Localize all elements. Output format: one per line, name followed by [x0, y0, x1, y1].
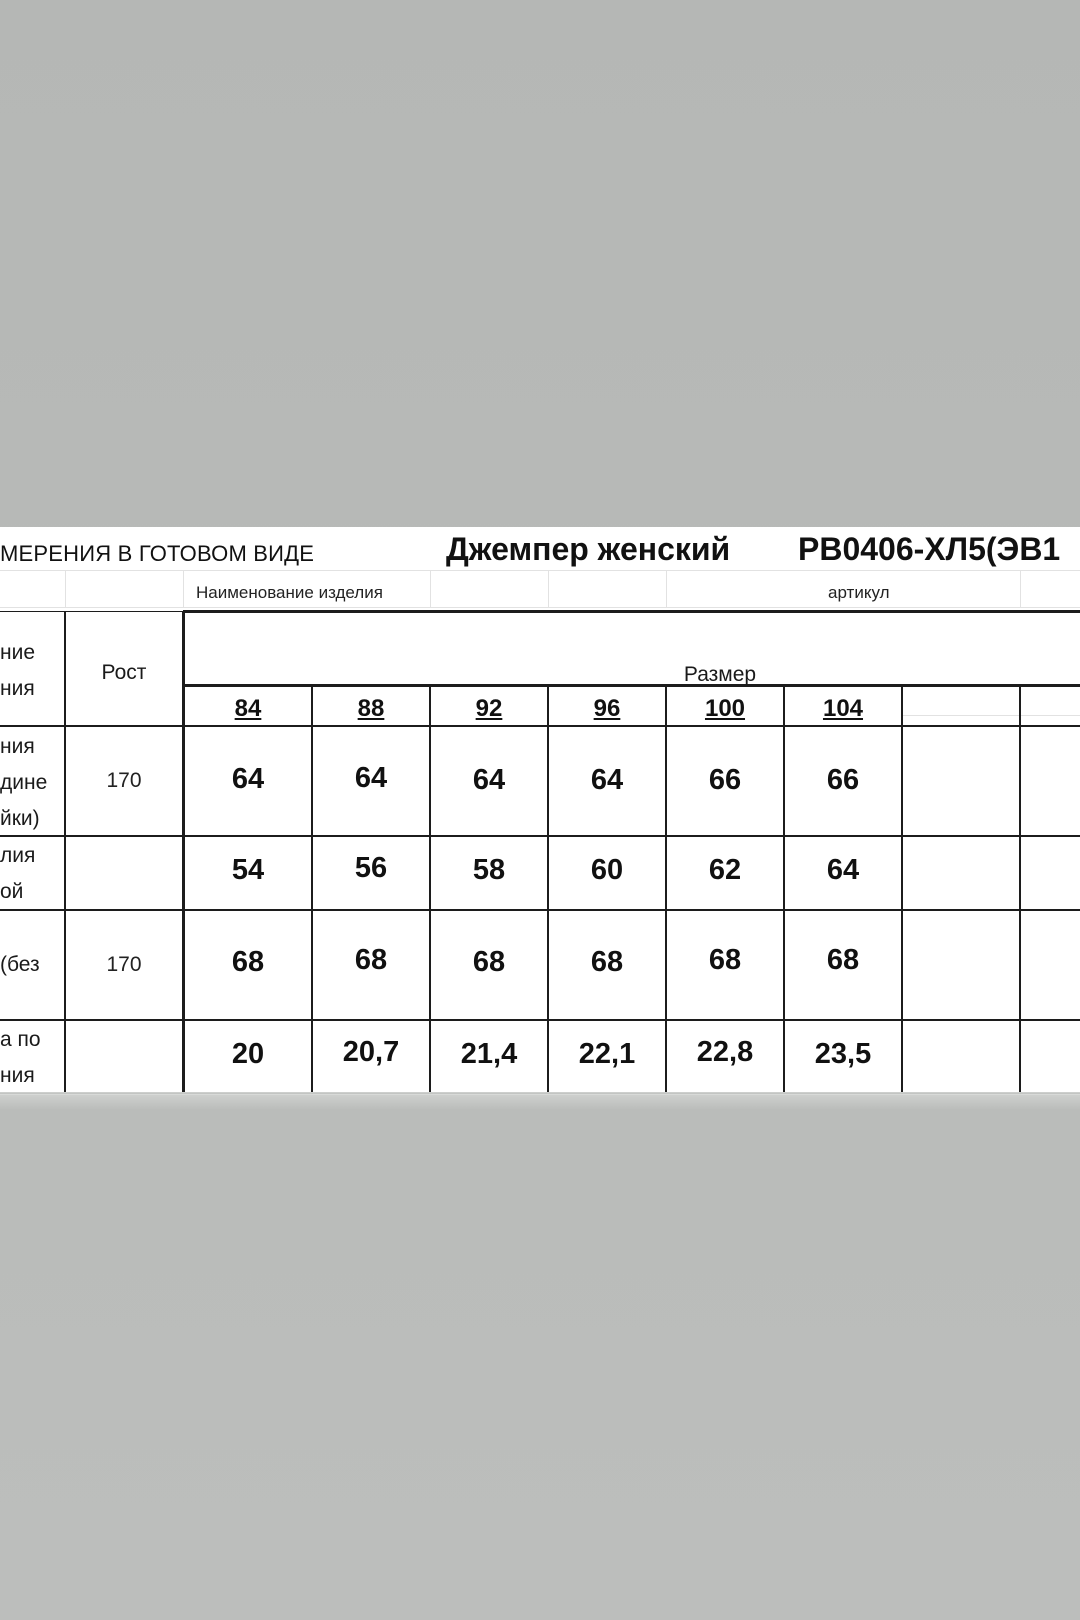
measurement-cell: 64	[472, 764, 506, 796]
measurement-cell: 64	[590, 764, 624, 796]
grid-line	[0, 570, 1080, 571]
measurement-cell: 22,8	[696, 1036, 754, 1068]
measurement-cell: 64	[354, 762, 388, 794]
table-border	[182, 611, 185, 1094]
column-header-measurement: ние	[0, 641, 36, 664]
table-border	[0, 909, 1080, 911]
grid-line	[1020, 570, 1021, 607]
row-label: ния	[0, 1064, 35, 1087]
sheet-shadow	[0, 1092, 1080, 1110]
table-border	[0, 611, 183, 612]
grid-line	[430, 570, 431, 607]
measurement-cell: 21,4	[460, 1038, 518, 1070]
table-border	[665, 685, 667, 1094]
table-border	[547, 685, 549, 1094]
column-header-measurement: ния	[0, 677, 35, 700]
measurement-cell: 62	[708, 854, 742, 886]
grid-line	[0, 607, 1080, 608]
row-label: дине	[0, 771, 48, 794]
grid-line	[183, 570, 184, 607]
table-border	[311, 685, 313, 1094]
measurement-cell: 68	[826, 944, 860, 976]
row-label: лия	[0, 844, 36, 867]
table-border	[901, 685, 903, 1094]
document-title: МЕРЕНИЯ В ГОТОВОМ ВИДЕ	[0, 541, 315, 566]
measurement-cell: 22,1	[578, 1038, 636, 1070]
row-label: а по	[0, 1028, 41, 1051]
article-number: РВ0406-ХЛ5(ЭВ1	[798, 531, 1061, 567]
measurement-cell: 66	[708, 764, 742, 796]
product-name-label: Наименование изделия	[196, 583, 383, 602]
size-chart-sheet	[0, 527, 1080, 1095]
measurement-cell: 64	[231, 763, 265, 795]
table-border	[183, 610, 1080, 613]
table-border	[1019, 685, 1021, 1094]
table-border	[783, 685, 785, 1094]
measurement-cell: 23,5	[814, 1038, 872, 1070]
column-header-size: Размер	[683, 663, 757, 686]
measurement-cell: 64	[826, 854, 860, 886]
table-border	[0, 835, 1080, 837]
product-name: Джемпер женский	[446, 531, 731, 567]
size-header: 104	[822, 695, 864, 722]
article-label: артикул	[828, 583, 890, 602]
size-header: 96	[593, 695, 621, 722]
measurement-cell: 54	[231, 854, 265, 886]
row-label: (без	[0, 953, 40, 976]
measurement-cell: 68	[354, 944, 388, 976]
size-header: 84	[234, 695, 262, 722]
measurement-cell: 20	[231, 1038, 265, 1070]
height-cell: 170	[106, 953, 142, 976]
size-header: 88	[357, 695, 385, 722]
measurement-cell: 68	[708, 944, 742, 976]
table-border	[429, 685, 431, 1094]
measurement-cell: 20,7	[342, 1036, 400, 1068]
measurement-cell: 68	[590, 946, 624, 978]
measurement-cell: 66	[826, 764, 860, 796]
table-border	[0, 1019, 1080, 1021]
size-header: 92	[475, 695, 503, 722]
measurement-cell: 68	[472, 946, 506, 978]
column-header-height: Рост	[101, 661, 147, 684]
grid-line	[666, 570, 667, 607]
measurement-cell: 56	[354, 852, 388, 884]
measurement-cell: 60	[590, 854, 624, 886]
grid-line	[65, 570, 66, 607]
table-border	[0, 725, 1080, 727]
row-label: ой	[0, 880, 24, 903]
grid-line	[548, 570, 549, 607]
measurement-cell: 68	[231, 946, 265, 978]
height-cell: 170	[106, 769, 142, 792]
grid-line	[903, 715, 1080, 716]
row-label: йки)	[0, 807, 40, 830]
row-label: ния	[0, 735, 35, 758]
measurement-cell: 58	[472, 854, 506, 886]
size-header: 100	[704, 695, 746, 722]
